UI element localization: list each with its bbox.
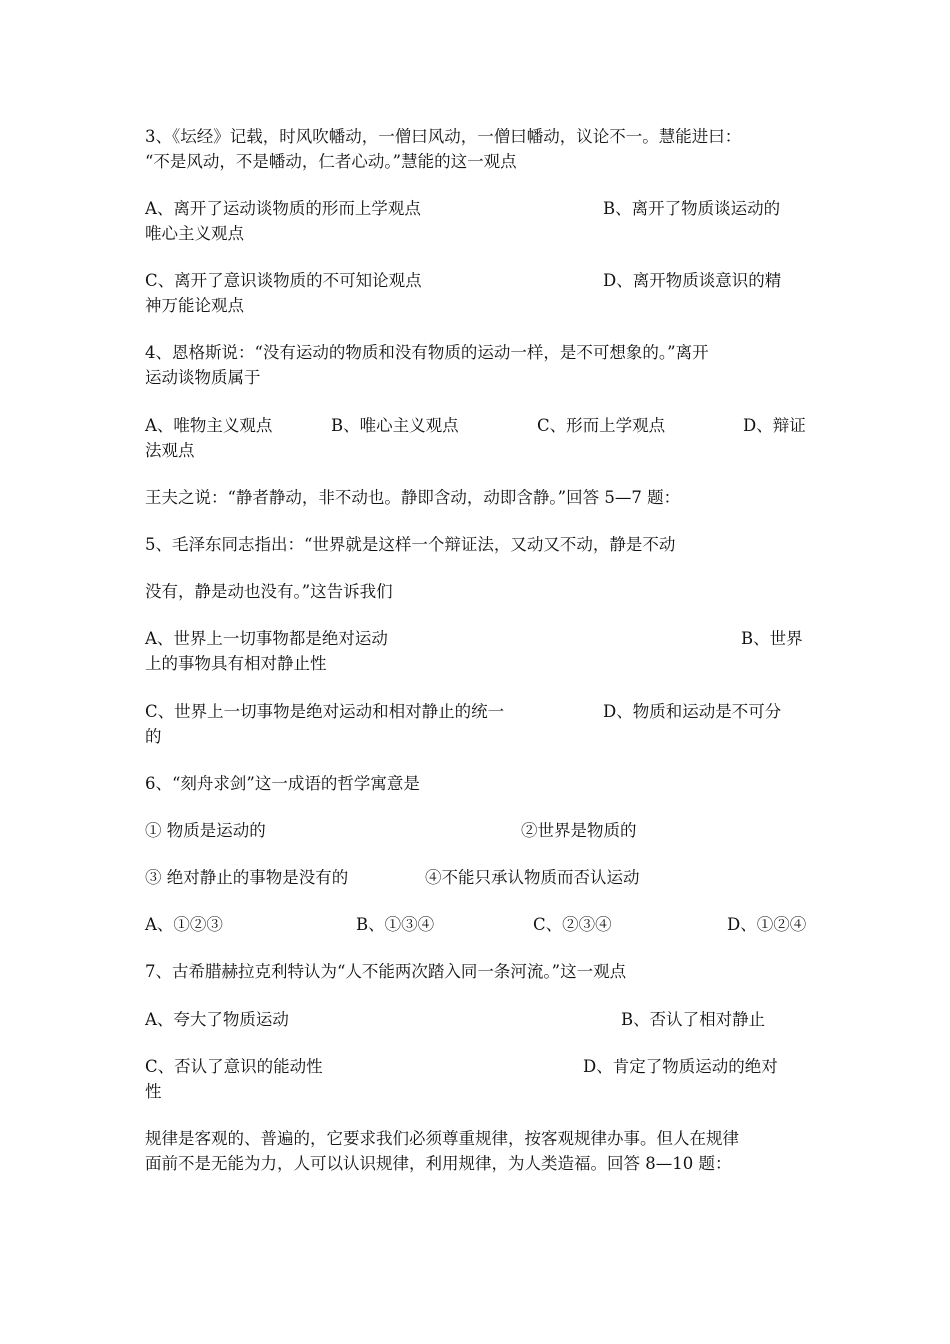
question-3-option-a: A、离开了运动谈物质的形而上学观点: [145, 199, 421, 218]
question-3: [145, 124, 807, 174]
question-6-items-12: [145, 818, 807, 843]
question-6-item-4: ④不能只承认物质而否认运动: [425, 868, 640, 887]
question-6-items-34: [145, 865, 807, 890]
question-5-option-d: D、物质和运动是不可分: [603, 702, 782, 721]
question-7-option-c: C、否认了意识的能动性: [145, 1057, 323, 1076]
question-4-option-c: C、形而上学观点: [537, 416, 666, 435]
question-7-stem-block: [145, 959, 807, 984]
question-3-options-cd: [145, 268, 807, 318]
question-3-options-ab: [145, 196, 807, 246]
question-6-option-a: A、①②③: [145, 915, 223, 934]
question-3-stem-line-2: “不是风动，不是幡动，仁者心动。”慧能的这一观点: [145, 152, 517, 171]
question-4-stem-line-2: 运动谈物质属于: [145, 368, 261, 387]
question-5-option-a: A、世界上一切事物都是绝对运动: [145, 629, 388, 648]
question-5-options-ab: [145, 626, 807, 676]
question-6-item-1: ① 物质是运动的: [145, 821, 266, 840]
question-7-options-ab: [145, 1007, 807, 1032]
question-7-options-cd: [145, 1054, 807, 1104]
question-5-stem-line-1-block: [145, 532, 807, 557]
question-5-option-b: B、世界: [741, 629, 803, 648]
question-7-option-d: D、肯定了物质运动的绝对: [583, 1057, 778, 1076]
question-3-option-b: B、离开了物质谈运动的: [603, 199, 781, 218]
question-4-option-a: A、唯物主义观点: [145, 416, 273, 435]
question-3-option-c: C、离开了意识谈物质的不可知论观点: [145, 271, 422, 290]
intro-8-10-line-2: 面前不是无能为力，人可以认识规律，利用规律，为人类造福。回答 8—10 题：: [145, 1154, 732, 1173]
intro-8-10-line-1: 规律是客观的、普遍的，它要求我们必须尊重规律，按客观规律办事。但人在规律: [145, 1129, 739, 1148]
question-3-option-d: D、离开物质谈意识的精: [603, 271, 782, 290]
question-6-option-d: D、①②④: [727, 915, 807, 934]
question-7-option-d-continued: 性: [145, 1082, 162, 1101]
question-6-item-2: ②世界是物质的: [521, 821, 637, 840]
question-6-stem-block: [145, 771, 807, 796]
question-3-option-b-continued: 唯心主义观点: [145, 224, 244, 243]
question-7-stem: 7、古希腊赫拉克利特认为“人不能两次踏入同一条河流。”这一观点: [145, 962, 627, 981]
question-7-option-a: A、夸大了物质运动: [145, 1010, 289, 1029]
question-4-option-b: B、唯心主义观点: [331, 416, 459, 435]
question-6-item-3: ③ 绝对静止的事物是没有的: [145, 868, 349, 887]
question-5-stem-line-2-block: [145, 579, 807, 604]
question-5-option-b-continued: 上的事物具有相对静止性: [145, 654, 327, 673]
question-6-option-c: C、②③④: [533, 915, 612, 934]
question-6-stem: 6、“刻舟求剑”这一成语的哲学寓意是: [145, 774, 420, 793]
question-4-option-d: D、辩证: [743, 416, 806, 435]
question-4-options: [145, 413, 807, 463]
intro-questions-5-7: [145, 485, 807, 510]
intro-questions-8-10: [145, 1126, 807, 1176]
question-5-stem-line-2: 没有，静是动也没有。”这告诉我们: [145, 582, 393, 601]
question-3-stem-line-1: 3、《坛经》记载，时风吹幡动，一僧曰风动，一僧曰幡动，议论不一。慧能进曰：: [145, 127, 742, 146]
question-5-options-cd: [145, 699, 807, 749]
question-4: [145, 340, 807, 390]
question-5-stem-line-1: 5、毛泽东同志指出：“世界就是这样一个辩证法，又动又不动，静是不动: [145, 535, 676, 554]
question-3-option-d-continued: 神万能论观点: [145, 296, 244, 315]
question-6-options: [145, 912, 807, 937]
question-5-option-d-continued: 的: [145, 727, 162, 746]
intro-5-7-text: 王夫之说：“静者静动，非不动也。静即含动，动即含静。”回答 5—7 题：: [145, 488, 681, 507]
question-4-option-d-continued: 法观点: [145, 441, 195, 460]
question-5-option-c: C、世界上一切事物是绝对运动和相对静止的统一: [145, 702, 505, 721]
question-7-option-b: B、否认了相对静止: [621, 1010, 766, 1029]
question-6-option-b: B、①③④: [356, 915, 435, 934]
question-4-stem-line-1: 4、恩格斯说：“没有运动的物质和没有物质的运动一样，是不可想象的。”离开: [145, 343, 709, 362]
